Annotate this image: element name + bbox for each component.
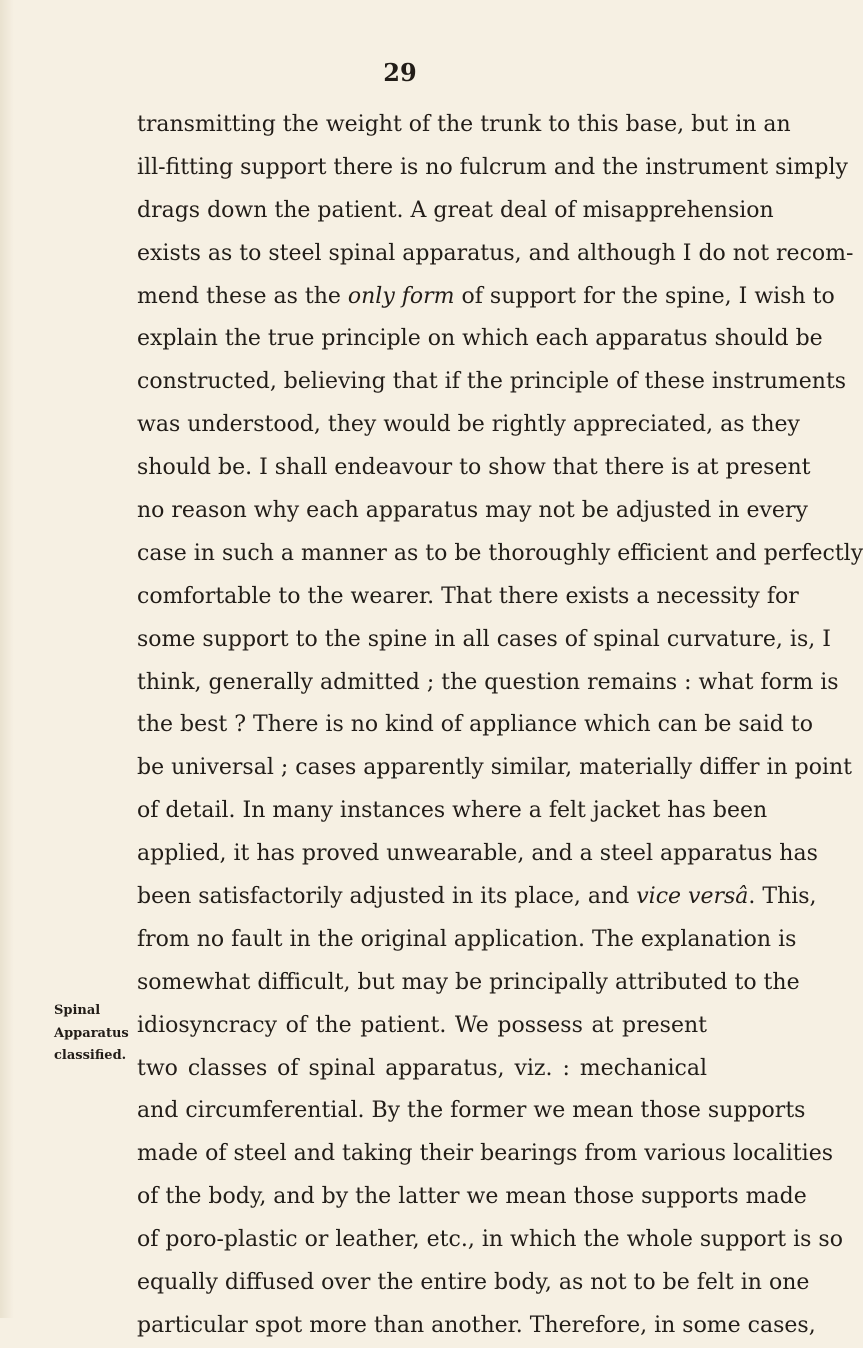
- text-line: from no fault in the original application. The explanation is: [137, 926, 797, 952]
- sidenote-line: classified.: [54, 1048, 127, 1063]
- text-line: two classes of spinal apparatus, viz. : mechanical: [137, 1055, 707, 1081]
- body-text: [137, 104, 863, 1348]
- text-line: think, generally admitted ; the question remains : what form is: [137, 669, 839, 695]
- text-line: be universal ; cases apparently similar, materially differ in point: [137, 755, 853, 781]
- text-line: equally diffused over the entire body, as not to be felt in one: [137, 1270, 810, 1296]
- text-line: the best ? There is no kind of appliance which can be said to: [137, 712, 813, 738]
- text-line: of poro-plastic or leather, etc., in which the whole support is so: [137, 1227, 843, 1253]
- sidenote-line: Apparatus: [54, 1026, 129, 1041]
- text-line: of detail. In many instances where a felt jacket has been: [137, 798, 768, 824]
- text-line: of the body, and by the latter we mean those supports made: [137, 1184, 807, 1210]
- emphasis-text: only form: [347, 283, 455, 309]
- sidenote-line: Spinal: [54, 1003, 101, 1018]
- text-line: exists as to steel spinal apparatus, and although I do not recom-: [137, 240, 854, 266]
- text-line: transmitting the weight of the trunk to this base, but in an: [137, 112, 791, 137]
- text-line: been satisfactorily adjusted in its place, and vice versâ. This,: [137, 884, 817, 910]
- text-line: drags down the patient. A great deal of misapprehension: [137, 197, 774, 223]
- text-line: comfortable to the wearer. That there exists a necessity for: [137, 583, 799, 609]
- text-line: mend these as the only form of support for the spine, I wish to: [137, 283, 835, 309]
- text-line: constructed, believing that if the principle of these instruments: [137, 369, 847, 395]
- text-line: should be. I shall endeavour to show that there is at present: [137, 455, 811, 481]
- text-line: idiosyncracy of the patient. We possess at present: [137, 1012, 707, 1038]
- page-number: 29: [383, 58, 417, 87]
- text-line: applied, it has proved unwearable, and a steel apparatus has: [137, 841, 818, 867]
- text-line: ill-fitting support there is no fulcrum and the instrument simply: [137, 154, 848, 180]
- text-line: case in such a manner as to be thoroughly efficient and perfectly: [137, 540, 863, 566]
- text-line: no reason why each apparatus may not be adjusted in every: [137, 498, 808, 524]
- text-line: explain the true principle on which each apparatus should be: [137, 326, 823, 352]
- emphasis-text: vice versâ: [636, 884, 749, 910]
- page-gutter-shadow: [0, 0, 14, 1318]
- text-line: some support to the spine in all cases of spinal curvature, is, I: [137, 626, 831, 652]
- text-line: was understood, they would be rightly appreciated, as they: [137, 412, 800, 438]
- text-line: particular spot more than another. Therefore, in some cases,: [137, 1312, 816, 1338]
- text-line: made of steel and taking their bearings from various localities: [137, 1141, 833, 1167]
- text-line: somewhat difficult, but may be principally attributed to the: [137, 969, 800, 995]
- text-line: and circumferential. By the former we mean those supports: [137, 1098, 806, 1124]
